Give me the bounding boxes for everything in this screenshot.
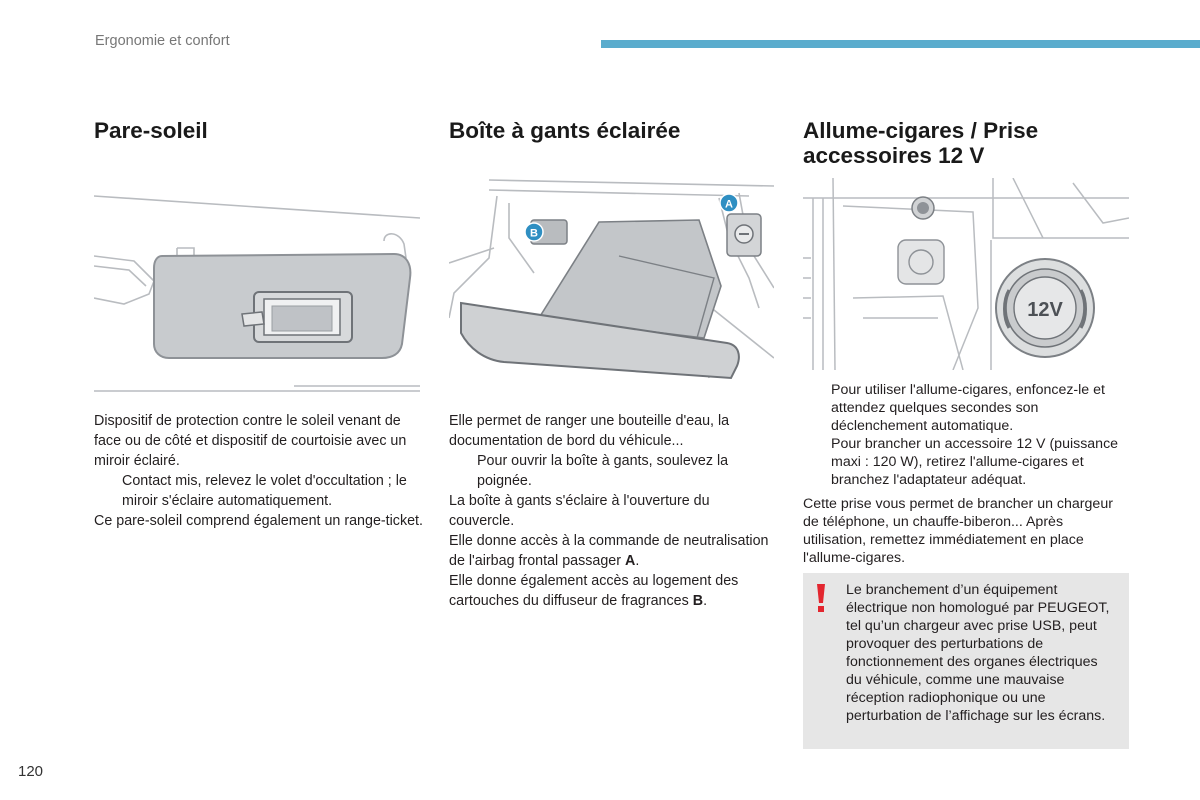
glovebox-bullet-1 <box>449 451 774 491</box>
sun-visor-text <box>94 411 424 531</box>
cigar-lighter-bullet-1 <box>803 381 1129 435</box>
sun-visor-illustration <box>94 186 420 396</box>
fragrance-ref-b: B <box>692 593 704 609</box>
column-cigar-lighter <box>803 118 1129 168</box>
warning-text: Le branchement d’un équipement électrique non homologué par PEUGEOT, tel qu’un chargeur avec prise USB, peut provoquer des perturbations de fonctionnement des organes électriques du véhicule, comme une mauvaise réception radiophonique ou une perturbation de l’affichage sur les écrans. <box>846 582 1110 724</box>
label-b: B <box>530 227 538 240</box>
cigar-lighter-bullet-2 <box>803 435 1129 489</box>
header-accent-bar <box>601 40 1200 48</box>
glovebox-paragraph-1: Elle permet de ranger une bouteille d'eau, la documentation de bord du véhicule... <box>449 413 730 449</box>
glovebox-paragraph-2: La boîte à gants s'éclaire à l'ouverture du couvercle. <box>449 493 710 529</box>
glovebox-paragraph-3 <box>449 531 774 571</box>
cigar-lighter-bullet-1-text: Pour utiliser l'allume-cigares, enfoncez-le et attendez quelques secondes son déclenchement automatique. <box>831 382 1105 434</box>
page-number: 120 <box>18 763 44 780</box>
section-title-cigar-lighter: Allume-cigares / Prise accessoires 12 V <box>803 118 1039 168</box>
glovebox-text <box>449 411 774 611</box>
socket-12v-label: 12V <box>1027 299 1063 321</box>
warning-box <box>803 573 1129 749</box>
section-title-glovebox: Boîte à gants éclairée <box>449 118 681 143</box>
label-a-badge <box>720 194 738 212</box>
column-glovebox <box>449 118 779 143</box>
glovebox-paragraph-4-text: Elle donne également accès au logement des cartouches du diffuseur de fragrances <box>449 573 739 609</box>
cigar-lighter-illustration <box>803 178 1129 370</box>
period: . <box>635 553 640 569</box>
label-b-badge <box>525 223 543 241</box>
running-header: Ergonomie et confort <box>95 33 230 49</box>
label-a: A <box>725 198 733 211</box>
sun-visor-paragraph-2: Ce pare-soleil comprend également un range-ticket. <box>94 513 424 529</box>
cigar-lighter-paragraph-1: Cette prise vous permet de brancher un chargeur de téléphone, un chauffe-biberon... Après utilisation, remettez immédiatement en place l'allume-cigares. <box>803 496 1113 566</box>
warning-exclamation-icon <box>814 584 828 614</box>
airbag-ref-a: A <box>625 553 636 569</box>
sun-visor-bullet-1-text: Contact mis, relevez le volet d'occultation ; le miroir s'éclaire automatiquement. <box>122 473 407 509</box>
sun-visor-paragraph-1: Dispositif de protection contre le soleil venant de face ou de côté et dispositif de courtoisie avec un miroir éclairé. <box>94 413 407 469</box>
cigar-lighter-bullet-2-text: Pour brancher un accessoire 12 V (puissance maxi : 120 W), retirez l'allume-cigares et branchez l'adaptateur adéquat. <box>831 436 1119 488</box>
cigar-lighter-text <box>803 381 1129 567</box>
glovebox-paragraph-3-text: Elle donne accès à la commande de neutralisation de l'airbag frontal passager <box>449 533 769 569</box>
glovebox-bullet-1-text: Pour ouvrir la boîte à gants, soulevez la poignée. <box>477 453 729 489</box>
glovebox-illustration <box>449 178 774 388</box>
period: . <box>703 593 708 609</box>
column-sun-visor <box>94 118 424 143</box>
glovebox-paragraph-4 <box>449 571 774 611</box>
sun-visor-bullet-1 <box>94 471 424 511</box>
section-title-sun-visor: Pare-soleil <box>94 118 208 143</box>
